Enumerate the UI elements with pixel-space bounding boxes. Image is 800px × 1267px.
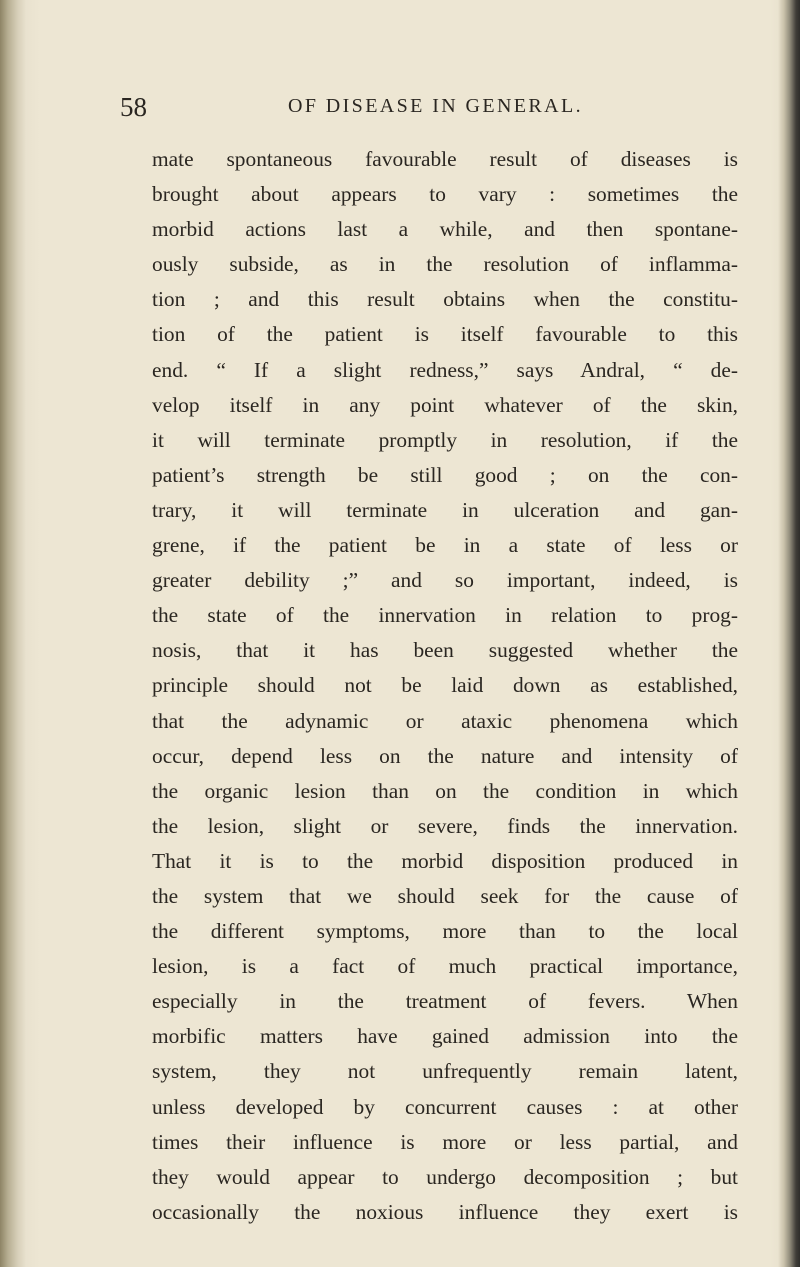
page-number: 58	[120, 92, 147, 122]
text-line: morbific matters have gained admission into the	[152, 1024, 738, 1049]
text-line: occur, depend less on the nature and intensity of	[152, 743, 738, 768]
text-line: greater debility ;” and so important, indeed, is	[152, 568, 738, 593]
text-line: end. “ If a slight redness,” says Andral, “ de-	[152, 357, 738, 382]
text-line: mate spontaneous favourable result of diseases is	[152, 147, 738, 171]
text-line: grene, if the patient be in a state of less or	[152, 533, 738, 558]
binding-gutter	[0, 0, 26, 1267]
text-line: unless developed by concurrent causes : at other	[152, 1094, 738, 1119]
text-line: system, they not unfrequently remain latent,	[152, 1059, 738, 1084]
text-line: lesion, is a fact of much practical importance,	[152, 954, 738, 979]
text-line: the state of the innervation in relation to prog-	[152, 603, 738, 628]
text-line: it will terminate promptly in resolution, if the	[152, 427, 738, 452]
body-text	[152, 142, 738, 1230]
text-line: tion ; and this result obtains when the constitu-	[152, 287, 738, 312]
text-line: patient’s strength be still good ; on the con-	[152, 462, 738, 487]
text-line: especially in the treatment of fevers. When	[152, 989, 738, 1014]
text-line: the system that we should seek for the cause of	[152, 883, 738, 908]
page-edge	[778, 0, 800, 1267]
text-line: nosis, that it has been suggested whether the	[152, 638, 738, 663]
text-line: the different symptoms, more than to the local	[152, 919, 738, 944]
text-line: times their influence is more or less partial, and	[152, 1129, 738, 1154]
running-title: OF DISEASE IN GENERAL.	[288, 95, 584, 117]
text-line: they would appear to undergo decomposition ; but	[152, 1164, 738, 1189]
text-line: tion of the patient is itself favourable to this	[152, 322, 738, 347]
text-line: the organic lesion than on the condition in which	[152, 778, 738, 803]
text-line: that the adynamic or ataxic phenomena which	[152, 708, 738, 733]
text-line: That it is to the morbid disposition produced in	[152, 848, 738, 873]
text-line: morbid actions last a while, and then spontane-	[152, 217, 738, 242]
text-line: occasionally the noxious influence they exert is	[152, 1199, 738, 1224]
running-head	[120, 92, 730, 132]
text-line: the lesion, slight or severe, finds the innervation.	[152, 813, 738, 838]
text-line: principle should not be laid down as established,	[152, 673, 738, 698]
text-line: trary, it will terminate in ulceration and gan-	[152, 497, 738, 522]
text-line: ously subside, as in the resolution of inflamma-	[152, 252, 738, 277]
text-line: velop itself in any point whatever of the skin,	[152, 392, 738, 417]
text-line: brought about appears to vary : sometimes the	[152, 182, 738, 207]
